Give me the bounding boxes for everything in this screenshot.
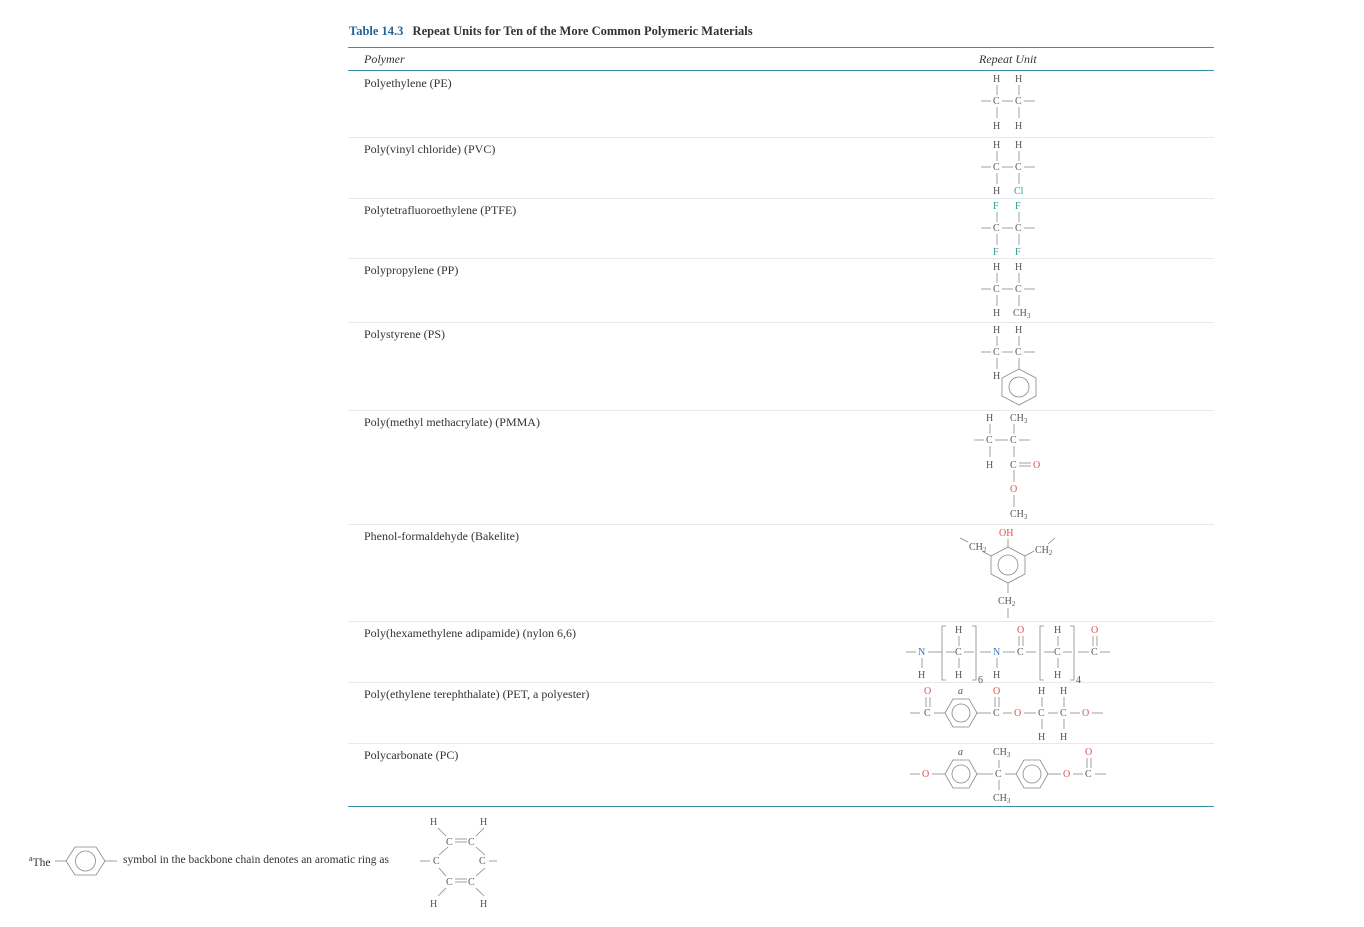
svg-text:O: O: [1014, 708, 1022, 719]
svg-text:H: H: [1060, 686, 1068, 697]
svg-text:H: H: [993, 262, 1001, 273]
svg-text:C: C: [955, 647, 962, 658]
svg-text:F: F: [1015, 247, 1021, 258]
svg-text:O: O: [1085, 747, 1093, 758]
svg-text:H: H: [1015, 325, 1023, 336]
svg-text:CH3: $CH_3$: [1010, 509, 1028, 521]
svg-text:F: F: [993, 247, 999, 258]
svg-text:O: O: [1017, 625, 1025, 636]
svg-text:O: O: [993, 686, 1001, 697]
svg-text:H: H: [955, 625, 963, 636]
svg-text:O: O: [924, 686, 932, 697]
svg-text:N: N: [918, 647, 926, 658]
header-polymer: Polymer: [364, 52, 405, 66]
table-number: Table 14.3: [349, 24, 404, 38]
polymer-name-nylon: Poly(hexamethylene adipamide) (nylon 6,6): [364, 626, 576, 640]
structure-ps: [981, 325, 1036, 405]
svg-text:4: 4: [1076, 675, 1081, 686]
polymer-name-pc: Polycarbonate (PC): [364, 748, 459, 762]
svg-text:H: H: [993, 670, 1001, 681]
structure-pmma: [974, 413, 1040, 521]
svg-text:6: 6: [978, 675, 983, 686]
svg-text:C: C: [986, 435, 993, 446]
svg-text:H: H: [1054, 625, 1062, 636]
structure-pp: [981, 262, 1035, 320]
svg-text:H: H: [993, 325, 1001, 336]
svg-text:C: C: [1015, 347, 1022, 358]
polymer-name-pe: Polyethylene (PE): [364, 76, 452, 90]
svg-text:CH3: $CH_3$: [993, 793, 1011, 805]
polymer-name-ptfe: Polytetrafluoroethylene (PTFE): [364, 203, 517, 217]
svg-text:CH2: $CH_2$: [998, 596, 1016, 608]
polymer-name-pmma: Poly(methyl methacrylate) (PMMA): [364, 415, 540, 429]
svg-text:C: C: [468, 837, 475, 848]
polymer-name-pvc: Poly(vinyl chloride) (PVC): [364, 142, 496, 156]
footnote-the: The: [32, 856, 51, 869]
svg-text:C: C: [924, 708, 931, 719]
svg-text:C: C: [1091, 647, 1098, 658]
svg-text:CH3: $CH_3$: [993, 747, 1011, 759]
svg-text:C: C: [1054, 647, 1061, 658]
svg-text:H: H: [1015, 74, 1023, 85]
svg-text:CH2: $CH_2$: [969, 542, 987, 554]
svg-text:C: C: [479, 856, 486, 867]
svg-text:C: C: [446, 837, 453, 848]
footnote-ring-symbol: [55, 847, 117, 875]
svg-text:Cl: Cl: [1014, 186, 1024, 197]
svg-text:O: O: [1091, 625, 1099, 636]
polymer-name-ps: Polystyrene (PS): [364, 327, 445, 341]
footnote-text: symbol in the backbone chain denotes an aromatic ring as: [123, 854, 390, 866]
svg-text:C: C: [993, 223, 1000, 234]
svg-text:C: C: [1010, 460, 1017, 471]
svg-text:H: H: [430, 817, 438, 828]
footnote-kekule-ring: [420, 817, 497, 910]
table-title: Repeat Units for Ten of the More Common Polymeric Materials: [412, 24, 753, 38]
svg-text:H: H: [1054, 670, 1062, 681]
svg-text:H: H: [1038, 732, 1046, 743]
structure-pc: [910, 747, 1106, 805]
svg-text:a: a: [958, 747, 963, 758]
svg-text:OH: OH: [999, 528, 1014, 539]
svg-text:H: H: [993, 371, 1001, 382]
polymer-name-pp: Polypropylene (PP): [364, 263, 459, 277]
svg-text:CH3: $CH_3$: [1013, 308, 1031, 320]
svg-text:H: H: [955, 670, 963, 681]
svg-text:C: C: [1017, 647, 1024, 658]
svg-text:H: H: [993, 140, 1001, 151]
polymer-name-pet: Poly(ethylene terephthalate) (PET, a polyester): [364, 687, 590, 701]
svg-text:N: N: [993, 647, 1001, 658]
svg-text:H: H: [993, 121, 1001, 132]
svg-text:H: H: [1015, 140, 1023, 151]
svg-text:CH3: $CH_3$: [1010, 413, 1028, 425]
svg-text:C: C: [1010, 435, 1017, 446]
svg-text:F: F: [993, 201, 999, 212]
svg-text:C: C: [993, 708, 1000, 719]
svg-text:C: C: [993, 162, 1000, 173]
svg-text:H: H: [986, 413, 994, 424]
svg-text:C: C: [1015, 96, 1022, 107]
svg-text:C: C: [1015, 284, 1022, 295]
svg-text:O: O: [1033, 460, 1041, 471]
svg-text:H: H: [1015, 121, 1023, 132]
structure-pe: [981, 74, 1035, 132]
svg-text:C: C: [1015, 162, 1022, 173]
svg-text:C: C: [993, 284, 1000, 295]
svg-text:C: C: [446, 877, 453, 888]
svg-text:H: H: [918, 670, 926, 681]
svg-text:CH2: $CH_2$: [1035, 545, 1053, 557]
svg-text:C: C: [1038, 708, 1045, 719]
svg-text:H: H: [480, 899, 488, 910]
svg-text:O: O: [1010, 484, 1018, 495]
structure-bakelite: [960, 528, 1055, 618]
svg-text:C: C: [993, 96, 1000, 107]
svg-text:O: O: [1082, 708, 1090, 719]
svg-text:a: a: [958, 686, 963, 697]
svg-text:H: H: [1015, 262, 1023, 273]
svg-text:O: O: [922, 769, 930, 780]
header-repeat-unit: Repeat Unit: [979, 52, 1037, 66]
footnote-marker: a: [29, 854, 33, 863]
structure-pet: [910, 686, 1103, 743]
svg-text:O: O: [1063, 769, 1071, 780]
svg-text:H: H: [993, 308, 1001, 319]
svg-text:H: H: [993, 74, 1001, 85]
footnote-lead: [29, 854, 50, 869]
svg-text:C: C: [468, 877, 475, 888]
svg-text:H: H: [480, 817, 488, 828]
svg-text:H: H: [993, 186, 1001, 197]
svg-text:F: F: [1015, 201, 1021, 212]
structure-ptfe: [981, 201, 1035, 258]
svg-text:C: C: [993, 347, 1000, 358]
svg-text:C: C: [433, 856, 440, 867]
svg-text:C: C: [995, 769, 1002, 780]
svg-text:H: H: [986, 460, 994, 471]
structure-nylon: [906, 625, 1110, 686]
structure-pvc: [981, 140, 1035, 197]
svg-text:H: H: [430, 899, 438, 910]
svg-text:H: H: [1060, 732, 1068, 743]
polymer-name-bakelite: Phenol-formaldehyde (Bakelite): [364, 529, 519, 543]
svg-text:H: H: [1038, 686, 1046, 697]
svg-text:C: C: [1015, 223, 1022, 234]
svg-text:C: C: [1060, 708, 1067, 719]
svg-text:C: C: [1085, 769, 1092, 780]
